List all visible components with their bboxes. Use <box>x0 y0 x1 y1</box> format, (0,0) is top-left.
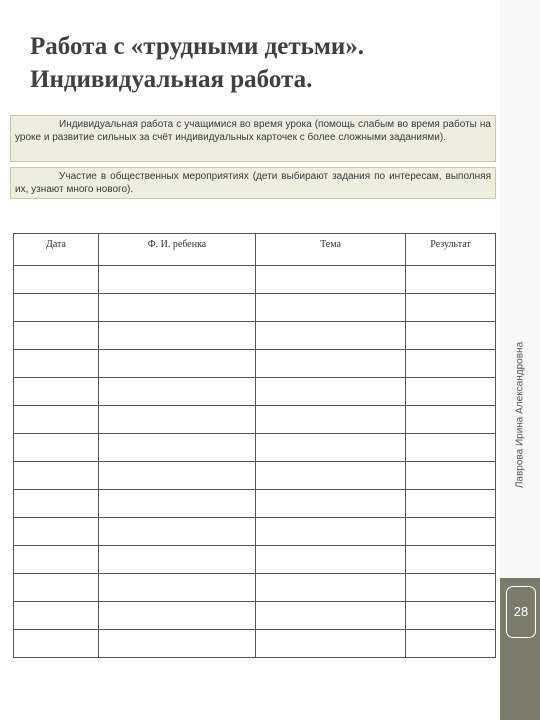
table-cell <box>14 602 99 630</box>
table-cell <box>14 378 99 406</box>
table-cell <box>99 462 256 490</box>
table-cell <box>256 462 406 490</box>
slide-title-line-1: Работа с «трудными детьми». <box>30 33 365 60</box>
table-cell <box>99 266 256 294</box>
table-cell <box>406 630 496 658</box>
table-row <box>14 378 496 406</box>
text-box-public-events: Участие в общественных мероприятиях (дети выбирают задания по интересам, выполняя их, узнают много нового). <box>10 167 496 199</box>
table-cell <box>99 574 256 602</box>
table-cell <box>256 378 406 406</box>
header-topic: Тема <box>256 234 406 266</box>
table-cell <box>256 406 406 434</box>
table-cell <box>99 602 256 630</box>
table-cell <box>256 546 406 574</box>
table-cell <box>256 322 406 350</box>
table-cell <box>14 490 99 518</box>
table-cell <box>256 266 406 294</box>
table-cell <box>256 574 406 602</box>
table-cell <box>99 546 256 574</box>
table-cell <box>14 350 99 378</box>
page-number: 28 <box>506 586 536 638</box>
table-cell <box>256 602 406 630</box>
table-row <box>14 350 496 378</box>
table-row <box>14 434 496 462</box>
table-cell <box>406 322 496 350</box>
table-cell <box>406 350 496 378</box>
table-cell <box>99 490 256 518</box>
slide-title-line-2: Индивидуальная работа. <box>30 66 313 93</box>
table-cell <box>406 294 496 322</box>
table-cell <box>14 574 99 602</box>
table-cell <box>256 434 406 462</box>
table-row <box>14 574 496 602</box>
table-cell <box>406 406 496 434</box>
table-cell <box>14 546 99 574</box>
table-cell <box>14 518 99 546</box>
table-cell <box>14 266 99 294</box>
table-cell <box>406 518 496 546</box>
table-cell <box>14 406 99 434</box>
table-row <box>14 322 496 350</box>
table-row <box>14 518 496 546</box>
table-cell <box>99 518 256 546</box>
table-row <box>14 546 496 574</box>
table-row <box>14 266 496 294</box>
table-cell <box>406 434 496 462</box>
table-cell <box>406 378 496 406</box>
table-cell <box>14 462 99 490</box>
table-cell <box>99 294 256 322</box>
table-cell <box>256 294 406 322</box>
table-row <box>14 490 496 518</box>
table-cell <box>14 322 99 350</box>
table-cell <box>14 434 99 462</box>
text-box-individual-work: Индивидуальная работа с учащимися во время урока (помощь слабым во время работы на уроке и развитие сильных за счёт индивидуальных карточек с более сложными заданиями). <box>10 115 496 162</box>
table-cell <box>406 602 496 630</box>
table-cell <box>99 406 256 434</box>
table-cell <box>256 490 406 518</box>
table-row <box>14 462 496 490</box>
table-row <box>14 406 496 434</box>
table-cell <box>99 434 256 462</box>
table-cell <box>406 266 496 294</box>
table-row <box>14 602 496 630</box>
table-header-row <box>14 234 496 266</box>
table-cell <box>99 322 256 350</box>
table-cell <box>14 630 99 658</box>
table-cell <box>256 518 406 546</box>
table-cell <box>406 490 496 518</box>
table-row <box>14 294 496 322</box>
header-child-name: Ф. И. ребенка <box>99 234 256 266</box>
table-cell <box>406 574 496 602</box>
slide-title <box>30 30 480 96</box>
table-cell <box>256 630 406 658</box>
author-name: Лаврова Ирина Александровна <box>514 341 526 489</box>
header-result: Результат <box>406 234 496 266</box>
table-cell <box>406 462 496 490</box>
table-cell <box>406 546 496 574</box>
table-cell <box>256 350 406 378</box>
table-cell <box>99 350 256 378</box>
header-date: Дата <box>14 234 99 266</box>
table-cell <box>99 378 256 406</box>
table-row <box>14 630 496 658</box>
table-cell <box>99 630 256 658</box>
table-body <box>14 266 496 658</box>
record-table <box>13 233 496 658</box>
table-cell <box>14 294 99 322</box>
